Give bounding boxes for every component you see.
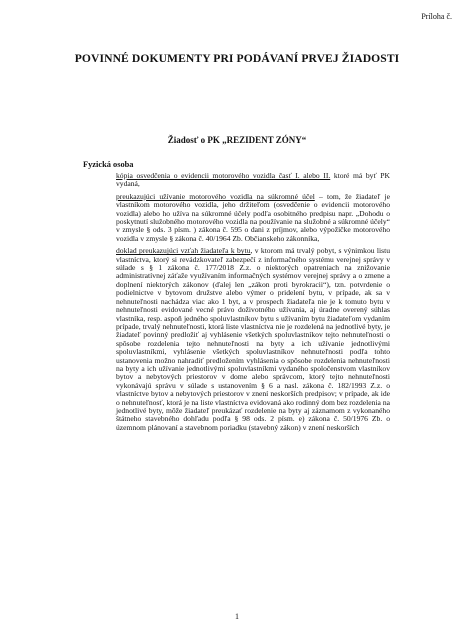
item-text: ktoré má byť PK vydaná, xyxy=(116,171,390,189)
page-number: 1 xyxy=(235,612,239,621)
attachment-label: Príloha č. xyxy=(421,12,452,21)
item-lead: kópia osvedčenia o evidencii motorového vozidla časť I. alebo II. xyxy=(116,171,331,180)
document-subtitle: Žiadosť o PK „REZIDENT ZÓNY“ xyxy=(167,135,307,145)
item-text: , v ktorom má trvalý pobyt, s výnimkou listu vlastníctva, ktorý si revádzkovateľ zabezpečí z informačného systému verejnej správy v súlade s § 1 zákona č. 177/2018 Z.z. o niektorých opatreniach na znižovanie administratívnej záťaže využívaním informačných systémov verejnej správy a o zmene a doplnení niektorých zákonov (ďalej len „zákon proti byrokracii“), tzn. potvrdenie o podielnictve v bytovom družstve alebo výmer o pridelení bytu, v prípade, ak sa v nehnuteľnosti nachádza viac ako 1 byt, a v prospech žiadateľa nie je k tomuto bytu v nehnuteľnosti evidované vecné právo doživotného užívania, aj úradne overený súhlas vlastníka, resp. aspoň jedného spoluvlastníkov bytu s užívaním bytu žiadateľom vydaním prípade, trvalý nehnuteľnosti, ktorá liste vlastníctva nie je rozdelená na jednotlivé byty, je žiadateľ povinný predložiť aj vyhlásenie všetkých spoluvlastníkov tejto nehnuteľnosti o spôsobe rozdelenia tejto nehnuteľnosti na byty a ich užívanie jednotlivými spoluvlastníkmi, vyhlásenie všetkých spoluvlastníkov nehnuteľnosti podľa tohto ustanovenia možno nahradiť predložením vyhlásenia o spôsobe rozdelenia nehnuteľnosti na byty a ich užívanie jednotlivými spoluvlastníkmi vydaného spoločenstvom vlastníkov bytov a nebytových priestorov v dome alebo správcom, ktorý tejto nehnuteľnosti vykonávajú správu v súlade s ustanovením § 6 a nasl. zákona č. 182/1993 Z.z. o vlastníctve bytov a nebytových priestorov v znení neskorších predpisov; v prípade, ak ide o nehnuteľnosť, ktorá je na liste vlastníctva evidovaná ako rodinný dom bez rozdelenia na jednotlivé byty, môže žiadateľ preukázať rozdelenie na byty aj záznamom z vykonaného štátneho stavebného dohľadu podľa § 98 ods. 2 písm. e) zákona č. 50/1976 Zb. o územnom plánovaní a stavebnom poriadku (stavebný zákon) v znení neskorších xyxy=(116,246,390,432)
list-item xyxy=(116,193,390,243)
list-item xyxy=(116,172,390,189)
list-item xyxy=(116,247,390,432)
document-title: POVINNÉ DOKUMENTY PRI PODÁVANÍ PRVEJ ŽIADOSTI xyxy=(74,52,400,65)
item-lead: doklad preukazujúci vzťah žiadateľa k bytu xyxy=(116,246,251,256)
document-body xyxy=(116,172,390,436)
item-lead: preukazujúci užívanie motorového vozidla na súkromné účel xyxy=(116,191,315,201)
section-heading: Fyzická osoba xyxy=(83,160,134,169)
item-text: – tom, že žiadateľ je vlastníkom motorového vozidla, jeho držiteľom (osvedčenie o evidencii motorového vozidla) alebo ho užíva na súkromné účely podľa osobitného predpisu napr. „Dohodu o poskytnutí služobného motorového vozidla na používanie na služobné a súkromné účely“ v zmysle § ods. 3 písm. ) zákona č. 595 o dani z príjmov, alebo výpožičke motorového vozidla v zmysle § zákona č. 40/1964 Zb. Občianskeho zákonníka, xyxy=(116,191,391,243)
